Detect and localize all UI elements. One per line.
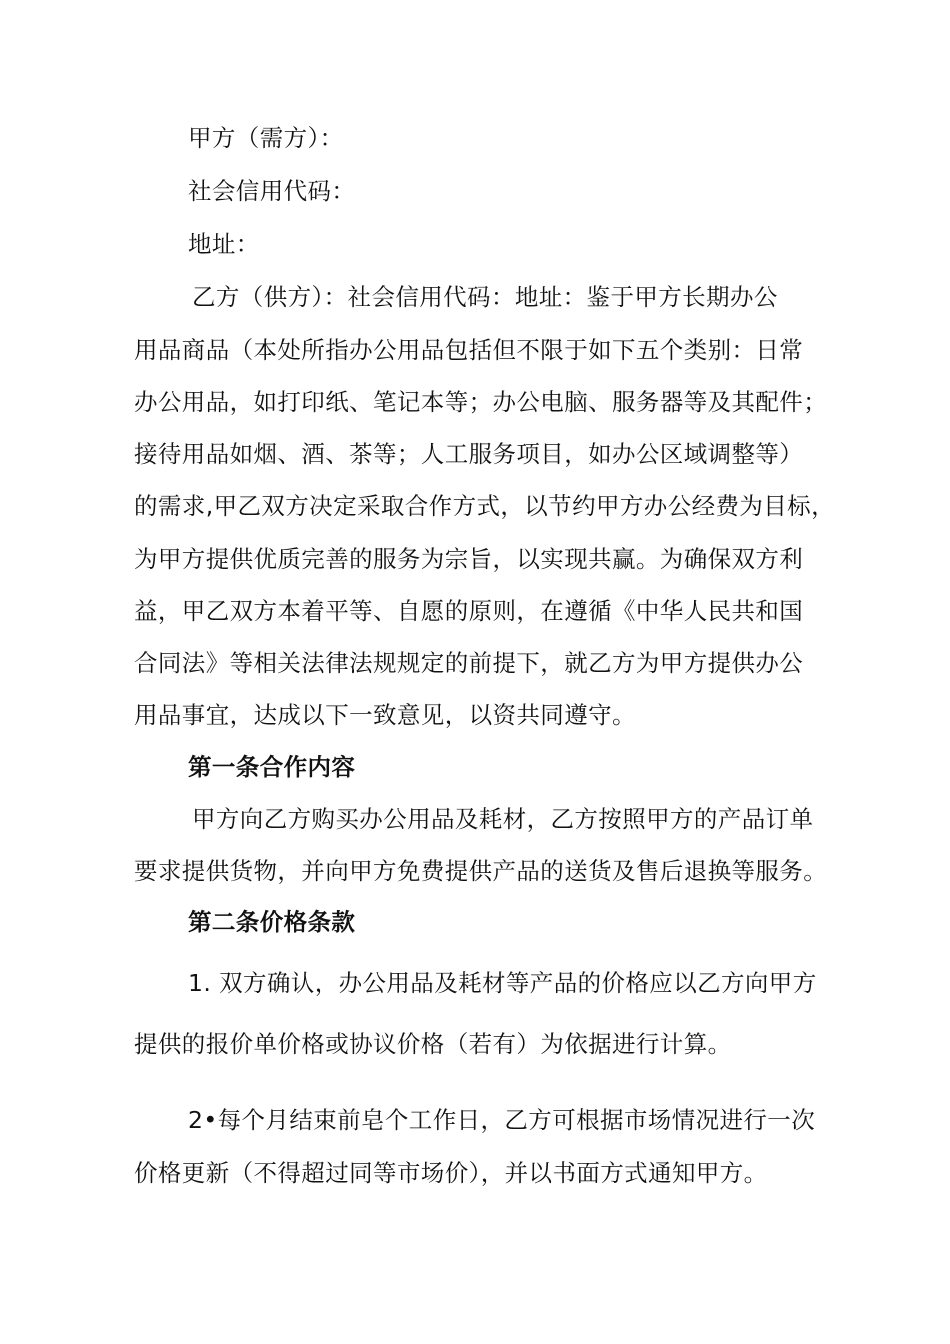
preamble-line: 办公用品，如打印纸、笔记本等；办公电脑、服务器等及其配件； <box>134 388 828 416</box>
address-label: 地址： <box>188 230 260 258</box>
article1-line: 要求提供货物，并向甲方免费提供产品的送货及售后退换等服务。 <box>134 857 828 885</box>
preamble-line: 益，甲乙双方本着平等、自愿的原则，在遵循《中华人民共和国 <box>134 597 804 625</box>
preamble-line: 用品商品（本处所指办公用品包括但不限于如下五个类别：日常 <box>134 336 804 364</box>
preamble-line: 的需求,甲乙双方决定采取合作方式，以节约甲方办公经费为目标， <box>134 492 835 520</box>
preamble-line: 乙方（供方）：社会信用代码：地址：鉴于甲方长期办公 <box>192 283 778 311</box>
preamble-line: 接待用品如烟、酒、茶等；人工服务项目，如办公区域调整等） <box>134 440 804 468</box>
article1-line: 甲方向乙方购买办公用品及耗材，乙方按照甲方的产品订单 <box>192 805 814 833</box>
clause2-line: 2•每个月结束前皂个工作日，乙方可根据市场情况进行一次 <box>188 1106 816 1134</box>
credit-code-label: 社会信用代码： <box>188 177 356 205</box>
party-a-label: 甲方（需方）： <box>188 124 344 152</box>
clause1-line: 提供的报价单价格或协议价格（若有）为依据进行计算。 <box>134 1030 732 1058</box>
clause2-line: 价格更新（不得超过同等市场价），并以书面方式通知甲方。 <box>134 1159 768 1187</box>
preamble-line: 为甲方提供优质完善的服务为宗旨，以实现共赢。为确保双方利 <box>134 545 804 573</box>
preamble-line: 用品事宜，达成以下一致意见，以资共同遵守。 <box>134 701 636 729</box>
article2-title: 第二条价格条款 <box>188 908 356 936</box>
clause1-line: 1. 双方确认，办公用品及耗材等产品的价格应以乙方向甲方 <box>188 969 817 997</box>
article1-title: 第一条合作内容 <box>188 753 356 781</box>
preamble-line: 合同法》等相关法律法规规定的前提下，就乙方为甲方提供办公 <box>134 649 804 677</box>
